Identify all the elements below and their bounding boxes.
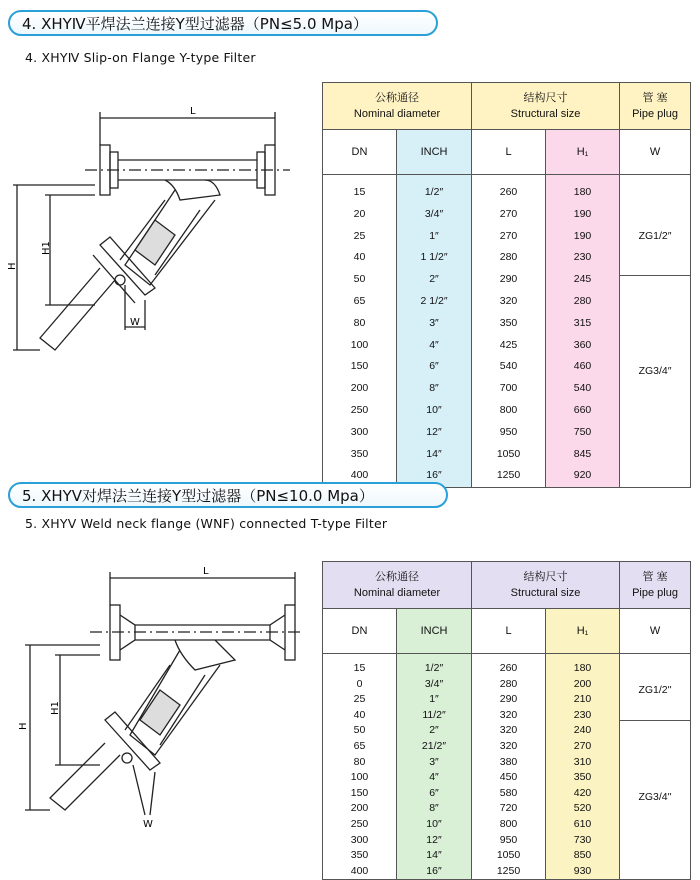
inch-cell: 14″ [426,849,442,862]
dn-cell: 15 [353,186,366,198]
inch-cell: 12″ [426,425,442,438]
dn-cell: 150 [350,360,369,373]
inch-cell: 16″ [426,864,442,877]
h1-cell: 350 [573,771,592,784]
dn-cell: 350 [350,849,369,862]
dn-cell: 65 [353,739,366,752]
inch-cell: 3/4″ [424,677,444,690]
plug-column [620,175,691,488]
dn-cell: 25 [353,693,366,706]
l-cell: 1250 [496,864,521,877]
l-cell: 1250 [496,469,521,482]
h1-cell: 420 [573,786,592,799]
h1-cell: 310 [573,755,592,768]
l-cell: 280 [499,251,518,264]
l-cell: 800 [499,817,518,830]
section5-subtitle: 5. XHYⅤ Weld neck flange (WNF) connected T-type Filter [25,516,388,531]
inch-cell: 4″ [429,771,439,784]
section5-spec-table [322,561,691,880]
plug-small: ZG1/2'' [620,661,690,721]
inch-cell: 10″ [426,403,442,416]
l-cell: 720 [499,802,518,815]
dn-cell: 100 [350,771,369,784]
h1-column [546,654,620,880]
header-plug: 管 塞 Pipe plug [620,562,691,609]
h1-cell: 610 [573,817,592,830]
section4-title [8,10,438,36]
l-column [472,175,546,488]
dn-cell: 20 [353,207,366,220]
l-cell: 950 [499,425,518,438]
l-column [472,654,546,880]
l-cell: 320 [499,708,518,721]
section5-title [8,482,448,508]
dn-cell: 50 [353,724,366,737]
h1-cell: 730 [573,833,592,846]
dn-cell: 200 [350,802,369,815]
dn-cell: 15 [353,662,366,674]
l-cell: 320 [499,739,518,752]
inch-cell: 1 1/2″ [420,251,448,264]
l-cell: 320 [499,724,518,737]
l-cell: 270 [499,229,518,242]
dn-cell: 65 [353,294,366,307]
h1-cell: 200 [573,677,592,690]
l-cell: 260 [499,662,518,674]
h1-cell: 930 [573,864,592,877]
l-cell: 425 [499,338,518,351]
inch-cell: 2 1/2″ [420,294,448,307]
inch-cell: 2″ [429,273,439,286]
l-cell: 290 [499,693,518,706]
col-l: L [472,609,546,654]
inch-cell: 1″ [429,229,439,242]
h1-cell: 750 [573,425,592,438]
dn-cell: 300 [350,833,369,846]
h1-cell: 210 [573,693,592,706]
dn-cell: 80 [353,316,366,329]
l-cell: 1050 [496,849,521,862]
l-cell: 580 [499,786,518,799]
h1-cell: 520 [573,802,592,815]
l-cell: 270 [499,207,518,220]
dn-cell: 250 [350,403,369,416]
l-cell: 280 [499,677,518,690]
col-l: L [472,130,546,175]
dim-W-label: W [130,317,140,328]
plug-large: ZG3/4″ [638,365,672,378]
col-h1: H₁ [546,609,620,654]
inch-cell: 8″ [429,802,439,815]
dn-cell: 150 [350,786,369,799]
h1-cell: 180 [573,662,592,674]
inch-cell: 3″ [429,316,439,329]
inch-cell: 3/4″ [424,207,444,220]
l-cell: 800 [499,403,518,416]
inch-cell: 6″ [429,786,439,799]
l-cell: 260 [499,186,518,198]
col-h1: H₁ [546,130,620,175]
dim-H-label: H [18,722,29,730]
h1-cell: 460 [573,360,592,373]
header-struct: 结构尺寸 Structural size [472,83,620,130]
dn-column [323,654,397,880]
l-cell: 290 [499,273,518,286]
col-w: W [620,130,691,175]
inch-cell: 6″ [429,360,439,373]
h1-cell: 920 [573,469,592,482]
inch-cell: 11/2″ [422,708,446,721]
dim-W-label: W [143,819,153,830]
inch-cell: 16″ [426,469,442,482]
dn-cell: 100 [350,338,369,351]
dn-cell: 80 [353,755,366,768]
l-cell: 700 [499,382,518,395]
h1-cell: 180 [573,186,592,198]
dim-H1-label: H1 [50,701,61,715]
section5-title-text: 5. XHYⅤ对焊法兰连接Y型过滤器（PN≤10.0 Mpa） [22,486,374,505]
inch-column [397,654,472,880]
dn-cell: 250 [350,817,369,830]
dim-L-label: L [203,566,209,577]
dn-column [323,175,397,488]
dn-cell: 50 [353,273,366,286]
dn-cell: 400 [350,864,369,877]
inch-cell: 2″ [429,724,439,737]
inch-cell: 1/2″ [424,662,444,674]
header-nominal: 公称通径 Nominal diameter [323,83,472,130]
section4-title-text: 4. XHYⅣ平焊法兰连接Y型过滤器（PN≤5.0 Mpa） [22,14,368,33]
inch-cell: 12″ [426,833,442,846]
dn-cell: 40 [353,251,366,264]
plug-large: ZG3/4'' [638,790,672,803]
h1-cell: 850 [573,849,592,862]
dim-H-label: H [7,262,18,270]
h1-cell: 190 [573,207,592,220]
h1-cell: 230 [573,251,592,264]
h1-cell: 270 [573,739,592,752]
h1-cell: 540 [573,382,592,395]
header-struct: 结构尺寸 Structural size [472,562,620,609]
h1-cell: 245 [573,273,592,286]
col-w: W [620,609,691,654]
h1-cell: 230 [573,708,592,721]
l-cell: 450 [499,771,518,784]
dn-cell: 25 [353,229,366,242]
header-plug: 管 塞 Pipe plug [620,83,691,130]
h1-column [546,175,620,488]
inch-cell: 3″ [429,755,439,768]
section5-filter-drawing [5,560,305,850]
col-inch: INCH [397,609,472,654]
dn-cell: 350 [350,447,369,460]
h1-cell: 360 [573,338,592,351]
h1-cell: 280 [573,294,592,307]
inch-cell: 21/2″ [421,739,447,752]
dn-cell: 40 [353,708,366,721]
col-dn: DN [323,609,397,654]
l-cell: 540 [499,360,518,373]
header-nominal: 公称通径 Nominal diameter [323,562,472,609]
inch-cell: 10″ [426,817,442,830]
inch-cell: 8″ [429,382,439,395]
col-dn: DN [323,130,397,175]
dim-H1-label: H1 [41,241,52,255]
inch-cell: 14″ [426,447,442,460]
section4-filter-drawing [5,90,305,380]
dn-cell: 400 [350,469,369,482]
inch-cell: 4″ [429,338,439,351]
dn-cell: 0 [356,677,363,690]
h1-cell: 315 [573,316,592,329]
section4-subtitle: 4. XHYⅣ Slip-on Flange Y-type Filter [25,50,256,65]
l-cell: 320 [499,294,518,307]
l-cell: 350 [499,316,518,329]
dn-cell: 300 [350,425,369,438]
inch-column [397,175,472,488]
h1-cell: 660 [573,403,592,416]
col-inch: INCH [397,130,472,175]
plug-small: ZG1/2″ [620,196,690,276]
dn-cell: 200 [350,382,369,395]
section4-spec-table [322,82,691,488]
inch-cell: 1/2″ [424,186,444,198]
l-cell: 950 [499,833,518,846]
l-cell: 1050 [496,447,521,460]
dim-L-label: L [190,106,196,117]
h1-cell: 240 [573,724,592,737]
plug-column [620,654,691,880]
l-cell: 380 [499,755,518,768]
h1-cell: 190 [573,229,592,242]
inch-cell: 1″ [429,693,439,706]
h1-cell: 845 [573,447,592,460]
